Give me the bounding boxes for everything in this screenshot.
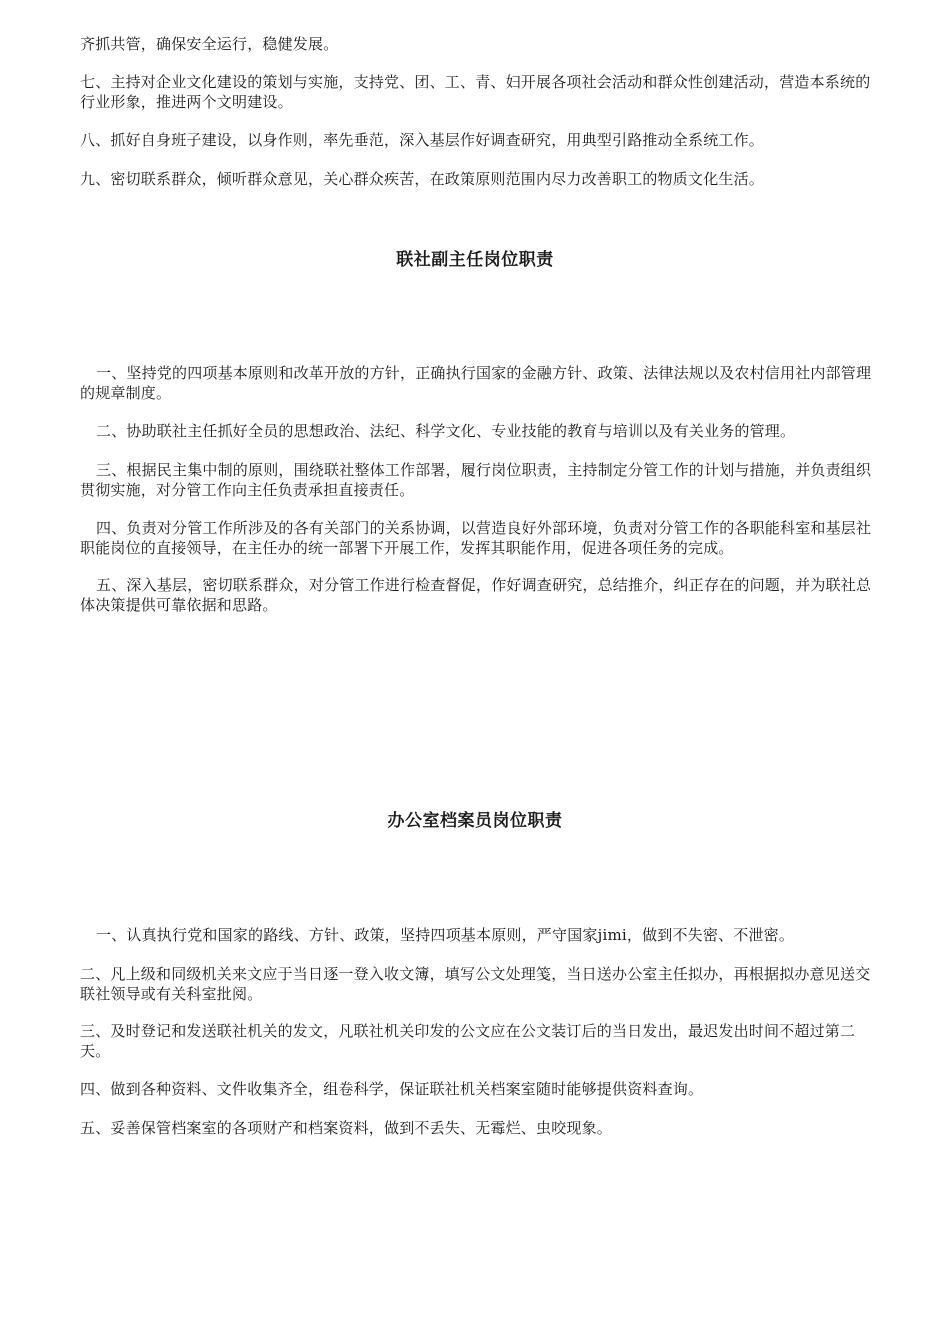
paragraph-continuation: 齐抓共管，确保安全运行，稳健发展。 bbox=[80, 35, 339, 53]
archivist-duty-2: 二、凡上级和同级机关来文应于当日逐一登入收文簿，填写公文处理笺，当日送办公室主任拟办，再根据拟办意见送交联社领导或有关科室批阅。 bbox=[80, 965, 871, 1003]
deputy-duty-5: 五、深入基层，密切联系群众，对分管工作进行检查督促，作好调查研究，总结推介，纠正存在的问题，并为联社总体决策提供可靠依据和思路。 bbox=[80, 576, 872, 614]
deputy-duty-1: 一、坚持党的四项基本原则和改革开放的方针，正确执行国家的金融方针、政策、法律法规以及农村信用社内部管理的规章制度。 bbox=[80, 364, 872, 402]
section-title-archivist: 办公室档案员岗位职责 bbox=[387, 811, 563, 831]
paragraph-item-9: 九、密切联系群众，倾听群众意见，关心群众疾苦，在政策原则范围内尽力改善职工的物质文化生活。 bbox=[80, 170, 765, 188]
deputy-duty-2: 二、协助联社主任抓好全员的思想政治、法纪、科学文化、专业技能的教育与培训以及有关业务的管理。 bbox=[96, 422, 796, 440]
deputy-duty-4: 四、负责对分管工作所涉及的各有关部门的关系协调，以营造良好外部环境，负责对分管工作的各职能科室和基层社职能岗位的直接领导，在主任办的统一部署下开展工作，发挥其职能作用，促进各项任务的完成。 bbox=[80, 519, 872, 557]
archivist-duty-1: 一、认真执行党和国家的路线、方针、政策，坚持四项基本原则，严守国家jimi，做到不失密、不泄密。 bbox=[96, 926, 795, 944]
section-title-deputy-director: 联社副主任岗位职责 bbox=[396, 250, 554, 270]
paragraph-item-8: 八、抓好自身班子建设，以身作则，率先垂范，深入基层作好调查研究，用典型引路推动全系统工作。 bbox=[80, 131, 765, 149]
deputy-duty-3: 三、根据民主集中制的原则，围绕联社整体工作部署，履行岗位职责，主持制定分管工作的计划与措施，并负责组织贯彻实施，对分管工作向主任负责承担直接责任。 bbox=[80, 461, 872, 499]
paragraph-item-7: 七、主持对企业文化建设的策划与实施，支持党、团、工、青、妇开展各项社会活动和群众性创建活动，营造本系统的行业形象，推进两个文明建设。 bbox=[80, 73, 871, 111]
archivist-duty-4: 四、做到各种资料、文件收集齐全，组卷科学，保证联社机关档案室随时能够提供资料查询。 bbox=[80, 1080, 704, 1098]
archivist-duty-3: 三、及时登记和发送联社机关的发文，凡联社机关印发的公文应在公文装订后的当日发出，最迟发出时间不超过第二天。 bbox=[80, 1022, 856, 1060]
archivist-duty-5: 五、妥善保管档案室的各项财产和档案资料，做到不丢失、无霉烂、虫咬现象。 bbox=[80, 1119, 613, 1137]
